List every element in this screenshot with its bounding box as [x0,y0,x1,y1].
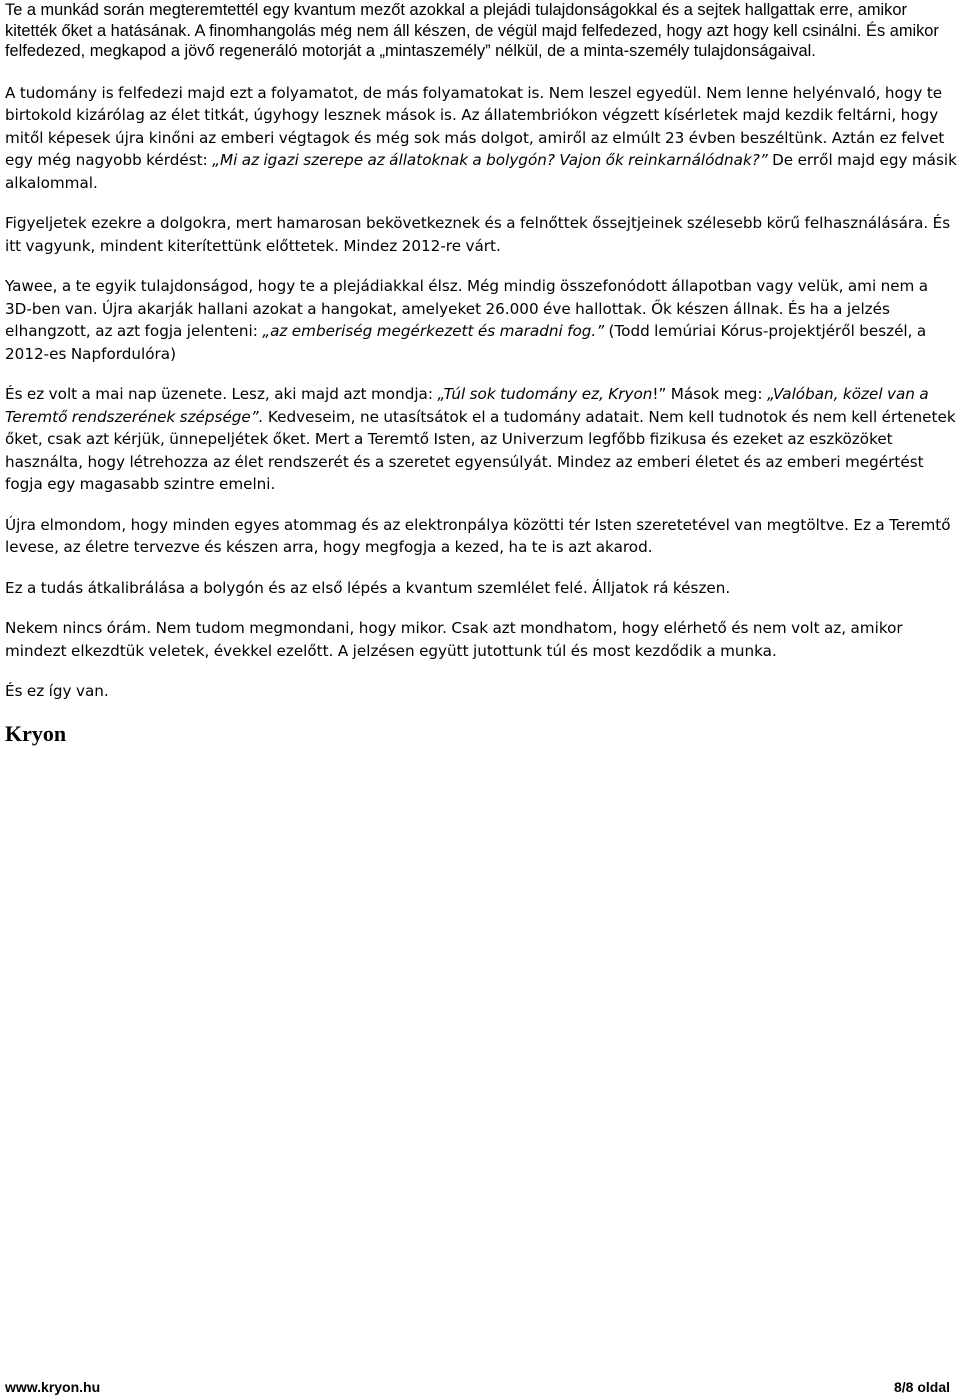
text-segment: !” Mások meg: [652,385,767,404]
text-segment: Ez a tudás átkalibrálása a bolygón és az első lépés a kvantum szemlélet felé. Álljatok rá készen. [5,578,731,597]
paragraph [5,577,957,600]
paragraph [5,275,957,365]
paragraph-list [5,0,957,703]
text-segment: Nekem nincs órám. Nem tudom megmondani, hogy mikor. Csak azt mondhatom, hogy elérhető és nem volt az, amikor mindezt elkezdtük veletek, évekkel ezelőtt. A jelzésen együtt jutottunk túl és most kezdődik a munka. [5,619,903,660]
text-segment: Figyeljetek ezekre a dolgokra, mert hamarosan bekövetkeznek és a felnőttek őssejtjeinek szélesebb körű felhasználására. És itt vagyunk, mindent kiterítettünk előttetek. Mindez 2012-re várt. [5,214,951,255]
paragraph [5,212,957,257]
text-segment: Yawee, a te egyik tulajdonságod, hogy te a plejádiakkal élsz. Még mindig összefonódott állapotban vagy velük, ami nem a 3D-ben van. Újra akarják hallani azokat a hangokat, amelyeket 26.000 éve hallottak. Ők készen állnak. És ha a jelzés elhangzott, az azt fogja jelenteni: [5,277,929,341]
text-segment: De erről majd egy másik alkalommal. [5,151,957,192]
signature: Kryon [5,720,67,746]
text-segment: És ez így van. [5,682,109,701]
italic-quote: „Valóban, közel van a Teremtő rendszerének szépsége”. [5,385,929,426]
text-segment: Újra elmondom, hogy minden egyes atommag és az elektronpálya közötti tér Isten szeretetével van megtöltve. Ez a Teremtő levese, az életre tervezve és készen arra, hogy megfogja a kezed, ha te is azt akarod. [5,515,951,557]
paragraph [5,680,957,703]
italic-quote: „Túl sok tudomány ez, Kryon [437,385,653,404]
paragraph [5,383,957,496]
text-segment: A tudomány is felfedezi majd ezt a folyamatot, de más folyamatokat is. Nem leszel egyedül. Nem lenne helyénvaló, hogy te birtokold kizárólag az élet titkát, úgyhogy lesznek mások is. Az állatembriókon végzett kísérletek majd kezdik feltárni, hogy mitől képesek újra kinőni az emberi végtagok és még sok más dolgot, amiről az elmúlt 23 évben beszéltünk. Aztán ez felvet egy még nagyobb kérdést: [5,83,945,170]
text-segment: Kedveseim, ne utasítsátok el a tudomány adatait. Nem kell tudnotok és nem kell értenetek őket, csak azt kérjük, ünnepeljétek őket. Mert a Teremtő Isten, az Univerzum legfőbb fizikusa és ezeket az eszközöket használta, hogy létrehozza az élet rendszerét és a szeretet egyensúlyát. Mindez az emberi életet és az emberi megértést fogja egy magasabb szintre emelni. [5,407,956,494]
italic-quote: „Mi az igazi szerepe az állatoknak a bolygón? Vajon ők reinkarnálódnak?” [212,151,768,170]
italic-quote: „az emberiség megérkezett és maradni fog.” [262,322,605,341]
footer-website: www.kryon.hu [5,1379,101,1395]
footer-page-number: 8/8 oldal [893,1379,950,1395]
paragraph [5,514,957,559]
paragraph [5,617,957,662]
text-segment: (Todd lemúriai Kórus-projektjéről beszél, a 2012-es Napfordulóra) [5,322,927,363]
paragraph [5,0,957,62]
document-body [5,0,957,747]
text-segment: És ez volt a mai nap üzenete. Lesz, aki majd azt mondja: [5,385,438,404]
text-segment: Te a munkád során megteremtettél egy kvantum mezőt azokkal a plejádi tulajdonságokkal és a sejtek hallgattak erre, amikor kitették őket a hatásának. A finomhangolás még nem áll készen, de végül majd felfedezed, hogy azt hogy kell csinálni. És amikor felfedezed, megkapod a jövő regeneráló motorját a „mintaszemély” nélkül, de a minta-személy tulajdonságaival. [5,1,939,61]
paragraph [5,82,957,195]
